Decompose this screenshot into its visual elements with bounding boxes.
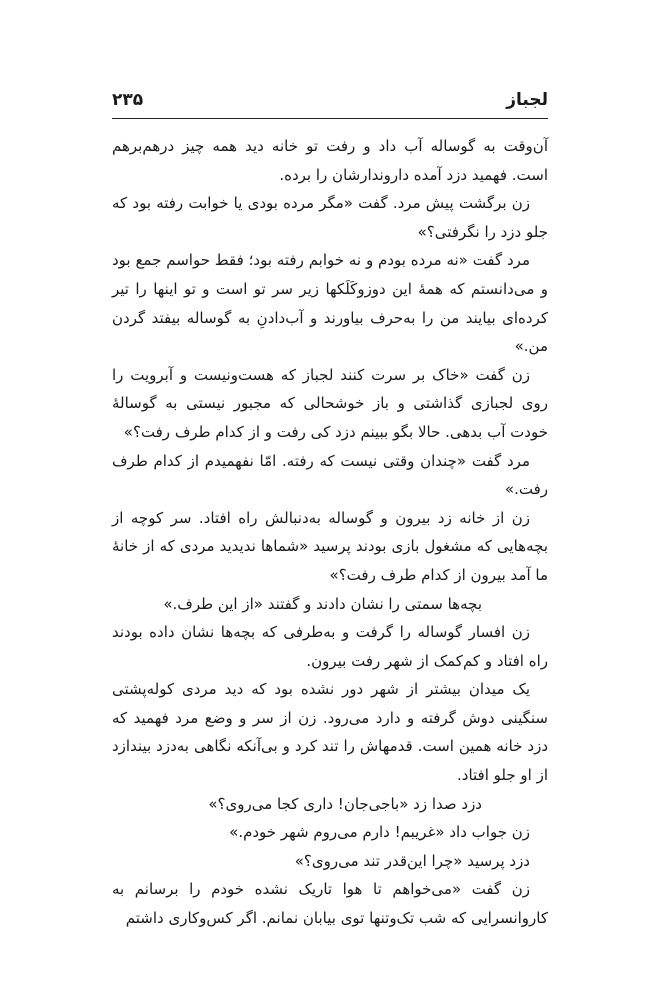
paragraph: زن گفت «خاک بر سرت کنند لجباز که هست‌ونیست و آبرویت را روی لجبازی گذاشتی و باز خوشحالی که مجبور نیستی به گوسالهٔ خودت آب بدهی. حالا بگو ببینم دزد کی رفت و از کدام طرف رفت؟» [112, 365, 548, 441]
paragraph: دزد صدا زد «باجی‌جان! داری کجا می‌روی؟» [208, 794, 482, 813]
paragraph: بچه‌ها سمتی را نشان دادند و گفتند «از این طرف.» [163, 594, 482, 613]
paragraph: مرد گفت «چندان وقتی نیست که رفته. امّا نفهمیدم از کدام طرف رفت.» [112, 451, 548, 499]
page-header [112, 88, 548, 114]
paragraph: زن از خانه زد بیرون و گوساله به‌دنبالش راه افتاد. سر کوچه از بچه‌هایی که مشغول بازی بودند پرسید «شماها ندیدید مردی که از خانهٔ ما آمد بیرون از کدام طرف رفت؟» [112, 508, 548, 584]
paragraph: آن‌وقت به گوساله آب داد و رفت تو خانه دید همه چیز درهم‌برهم است. فهمید دزد آمده داروندارشان را برده. [112, 137, 548, 184]
paragraph: زن جواب داد «غریبم! دارم می‌روم شهر خودم.» [229, 823, 530, 842]
paragraph: دزد پرسید «چرا این‌قدر تند می‌روی؟» [294, 851, 530, 870]
paragraph: زن برگشت پیش مرد. گفت «مگر مرده بودی یا خوابت رفته بود که جلو دزد را نگرفتی؟» [112, 194, 548, 241]
page-number: ۲۳۵ [112, 90, 144, 110]
header-rule [112, 118, 548, 119]
paragraph: زن افسار گوساله را گرفت و به‌طرفی که بچه‌ها نشان داده بودند راه افتاد و کم‌کمک از شهر رفت بیرون. [112, 623, 548, 670]
body-text [112, 132, 548, 933]
paragraph: زن گفت «می‌خواهم تا هوا تاریک نشده خودم را برسانم به کاروانسرایی که شب تک‌وتنها توی بیابان نمانم. اگر کس‌وکاری داشتم [112, 880, 548, 928]
paragraph: مرد گفت «نه مرده بودم و نه خوابم رفته بود؛ فقط حواسم جمع بود و می‌دانستم که همهٔ این دوزوکَلَکها زیر سر تو است و تو اینها را تیر کرده‌ای بیایند من را به‌حرف بیاورند و آب‌دادنِ به گوساله بیفتد گردن من.» [112, 251, 548, 356]
running-title: لجباز [506, 90, 548, 110]
paragraph: یک میدان بیشتر از شهر دور نشده بود که دید مردی کوله‌پشتی سنگینی دوش گرفته و دارد می‌رود. زن از سر و وضع مرد فهمید که دزد خانه همین است. قدمهاش را تند کرد و بی‌آنکه نگاهی به‌دزد بیندازد از او جلو افتاد. [112, 680, 548, 785]
